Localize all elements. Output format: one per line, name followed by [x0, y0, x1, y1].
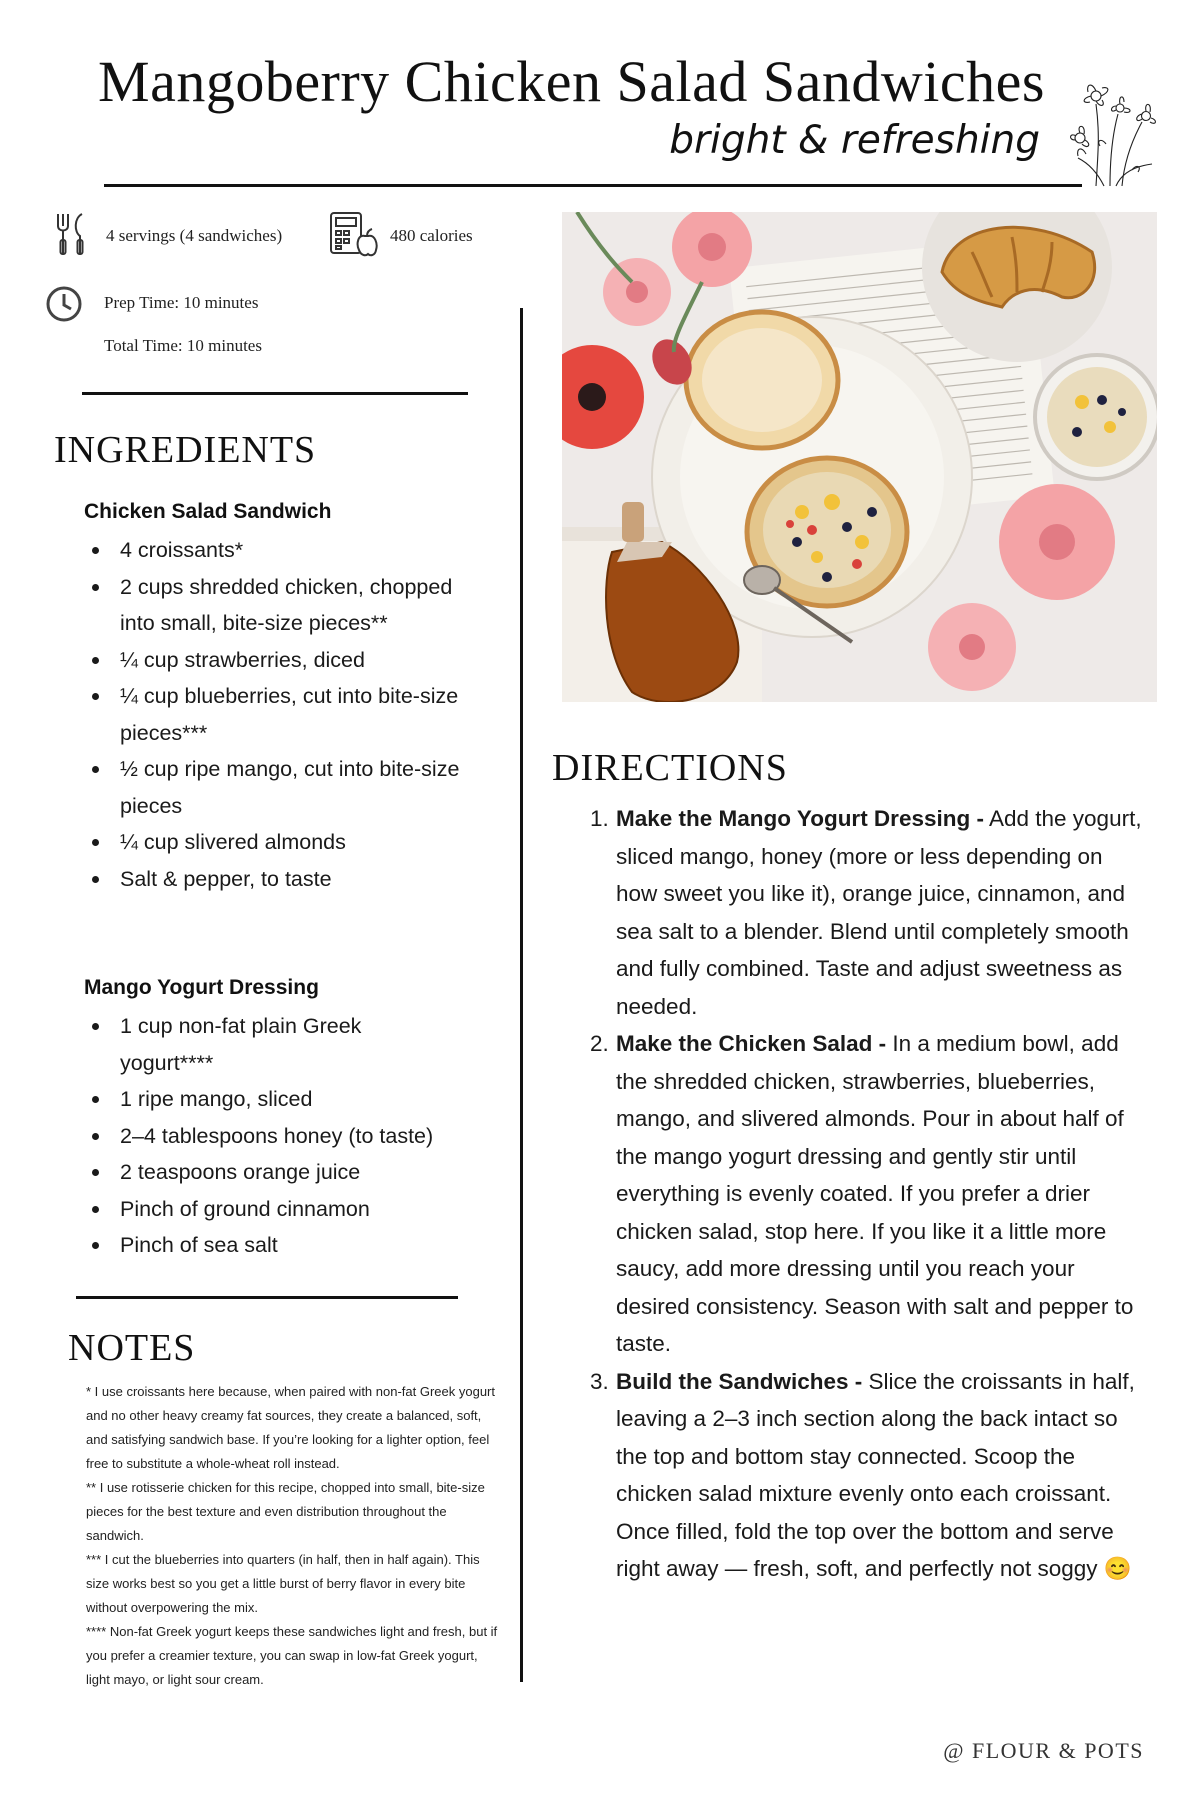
list-item: ½ cup ripe mango, cut into bite-size pieces	[84, 751, 464, 824]
servings-text: 4 servings (4 sandwiches)	[106, 226, 283, 245]
sandwich-subheading: Chicken Salad Sandwich	[84, 500, 332, 523]
directions-list	[552, 800, 1142, 1588]
food-photo	[562, 212, 1157, 702]
flower-bloom-1	[1084, 85, 1108, 105]
note-item: ** I use rotisserie chicken for this recipe, chopped into small, bite-size pieces for the best texture and even distribution throughout the sandwich.	[86, 1480, 485, 1543]
list-item: 2 cups shredded chicken, chopped into small, bite-size pieces**	[84, 569, 464, 642]
prep-time-text: Prep Time: 10 minutes	[104, 293, 259, 312]
note-item: * I use croissants here because, when paired with non-fat Greek yogurt and no other heavy creamy fat sources, they create a balanced, soft, and satisfying sandwich base. If you’re looking for a lighter option, feel free to substitute a whole-wheat roll instead.	[86, 1384, 495, 1471]
step-number: 2.	[590, 1031, 609, 1056]
direction-step	[552, 800, 1142, 1025]
list-item: Pinch of ground cinnamon	[84, 1191, 484, 1228]
list-item: Salt & pepper, to taste	[84, 861, 464, 898]
step-title: Build the Sandwiches -	[616, 1368, 863, 1394]
step-number: 3.	[590, 1368, 609, 1394]
notes-heading: NOTES	[68, 1327, 196, 1369]
dressing-ingredients-list	[84, 1008, 484, 1264]
list-item: 2–4 tablespoons honey (to taste)	[84, 1118, 484, 1155]
flower-sketch-icon	[1066, 74, 1162, 188]
pink-poppy	[928, 603, 1016, 691]
column-divider	[520, 308, 523, 1682]
pink-poppy	[603, 258, 671, 326]
flower-bloom-2	[1112, 97, 1131, 113]
total-time-text: Total Time: 10 minutes	[104, 336, 262, 355]
list-item: Pinch of sea salt	[84, 1227, 484, 1264]
calories-text: 480 calories	[390, 226, 473, 245]
step-title: Make the Mango Yogurt Dressing -	[616, 806, 984, 831]
ingredients-heading: INGREDIENTS	[54, 429, 317, 471]
step-text: Add the yogurt, sliced mango, honey (more or less depending on how sweet you like it), orange juice, cinnamon, and sea salt to a blender. Blend until completely smooth and fully combined. Taste and adjust sweetness as needed.	[616, 806, 1142, 1019]
flower-bloom-3	[1137, 104, 1156, 123]
recipe-title: Mangoberry Chicken Salad Sandwiches	[98, 49, 1045, 114]
pink-poppy	[999, 484, 1115, 600]
calculator-apple-icon	[328, 210, 378, 260]
footer-credit: @ FLOUR & POTS	[943, 1738, 1144, 1763]
list-item: ¼ cup strawberries, diced	[84, 642, 464, 679]
food-photo-illustration	[562, 212, 1157, 702]
list-item: 1 ripe mango, sliced	[84, 1081, 484, 1118]
sandwich-ingredients-list	[84, 532, 464, 897]
flower-bloom-4	[1071, 126, 1089, 146]
ingredients-divider	[76, 1296, 458, 1299]
utensils-icon	[52, 210, 92, 258]
notes-body	[86, 1380, 504, 1692]
dressing-subheading: Mango Yogurt Dressing	[84, 976, 319, 999]
list-item: 2 teaspoons orange juice	[84, 1154, 484, 1191]
list-item: 1 cup non-fat plain Greek yogurt****	[84, 1008, 420, 1081]
step-text: In a medium bowl, add the shredded chicken, strawberries, blueberries, mango, and slivered almonds. Pour in about half of the mango yogurt dressing and gently stir until everything is evenly coated. If you prefer a drier chicken salad, stop here. If you like it a little more saucy, add more dressing until you reach your desired consistency. Season with salt and pepper to taste.	[616, 1031, 1134, 1356]
recipe-subtitle: bright & refreshing	[669, 118, 1040, 163]
direction-step	[552, 1363, 1142, 1588]
note-item: *** I cut the blueberries into quarters (in half, then in half again). This size works best so you get a little burst of berry flavor in every bite without overpowering the mix.	[86, 1552, 480, 1615]
header-divider	[104, 184, 1082, 187]
step-title: Make the Chicken Salad -	[616, 1031, 887, 1056]
note-item: **** Non-fat Greek yogurt keeps these sandwiches light and fresh, but if you prefer a creamier texture, you can swap in low-fat Greek yogurt, light mayo, or light sour cream.	[86, 1624, 498, 1687]
list-item: 4 croissants*	[84, 532, 464, 569]
step-number: 1.	[590, 806, 609, 831]
step-text: Slice the croissants in half, leaving a 2–3 inch section along the back intact so the top and bottom stay connected. Scoop the chicken salad mixture evenly onto each croissant. Once filled, fold the top over the bottom and serve right away — fresh, soft, and perfectly not soggy 😊	[616, 1368, 1135, 1581]
list-item: ¼ cup blueberries, cut into bite-size pieces***	[84, 678, 464, 751]
meta-divider	[82, 392, 468, 395]
clock-icon	[44, 284, 84, 324]
directions-heading: DIRECTIONS	[552, 747, 788, 789]
list-item: ¼ cup slivered almonds	[84, 824, 464, 861]
direction-step	[552, 1025, 1142, 1363]
